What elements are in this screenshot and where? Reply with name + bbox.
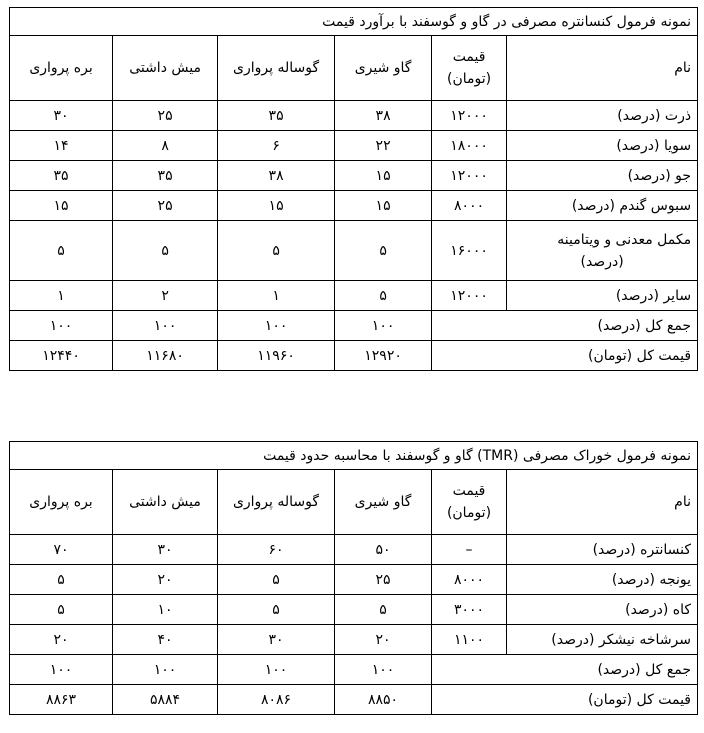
price-dairy-sheep: ۵۸۸۴ [113,685,218,715]
price-fattening-calf: ۱۱۹۶۰ [218,341,335,371]
cell-fattening-calf: ۳۵ [218,101,335,131]
row-price: ۳۰۰۰ [432,595,507,625]
row-name [507,221,698,281]
row-price: ۱۲۰۰۰ [432,101,507,131]
cell-dairy-cow: ۲۲ [335,131,432,161]
col-header-price [432,36,507,101]
row-price: – [432,535,507,565]
row-name: کاه (درصد) [507,595,698,625]
cell-fattening-calf: ۳۰ [218,625,335,655]
cell-fattening-lamb: ۷۰ [10,535,113,565]
cell-dairy-sheep: ۲۵ [113,101,218,131]
total-dairy-cow: ۱۰۰ [335,655,432,685]
price-fattening-calf: ۸۰۸۶ [218,685,335,715]
total-price-label: قیمت کل (تومان) [432,685,698,715]
row-name: سویا (درصد) [507,131,698,161]
total-price-label: قیمت کل (تومان) [432,341,698,371]
cell-fattening-calf: ۶۰ [218,535,335,565]
total-percent-row [10,655,698,685]
row-price: ۱۶۰۰۰ [432,221,507,281]
row-name: کنسانتره (درصد) [507,535,698,565]
table-row [10,625,698,655]
price-label: قیمت [452,483,486,499]
table-title: نمونه فرمول کنسانتره مصرفی در گاو و گوسفند با برآورد قیمت [10,8,698,36]
table-row [10,535,698,565]
col-header-fattening-lamb: بره پرواری [10,470,113,535]
row-price: ۸۰۰۰ [432,565,507,595]
col-header-price [432,470,507,535]
cell-dairy-sheep: ۲ [113,281,218,311]
table-row [10,101,698,131]
row-price: ۱۱۰۰ [432,625,507,655]
row-name: سایر (درصد) [507,281,698,311]
cell-dairy-cow: ۱۵ [335,191,432,221]
total-price-row [10,685,698,715]
total-percent-label: جمع کل (درصد) [432,655,698,685]
price-fattening-lamb: ۱۲۴۴۰ [10,341,113,371]
table-row [10,281,698,311]
cell-dairy-cow: ۱۵ [335,161,432,191]
cell-fattening-lamb: ۱ [10,281,113,311]
total-dairy-sheep: ۱۰۰ [113,655,218,685]
price-dairy-cow: ۱۲۹۲۰ [335,341,432,371]
cell-fattening-lamb: ۵ [10,565,113,595]
header-row [10,470,698,535]
cell-fattening-calf: ۵ [218,565,335,595]
cell-dairy-cow: ۳۸ [335,101,432,131]
table-row [10,565,698,595]
cell-dairy-sheep: ۵ [113,221,218,281]
cell-dairy-sheep: ۱۰ [113,595,218,625]
cell-fattening-calf: ۵ [218,221,335,281]
row-price: ۸۰۰۰ [432,191,507,221]
col-header-name: نام [507,36,698,101]
row-price: ۱۲۰۰۰ [432,281,507,311]
cell-fattening-lamb: ۲۰ [10,625,113,655]
cell-fattening-lamb: ۳۰ [10,101,113,131]
col-header-dairy-sheep: میش داشتی [113,36,218,101]
cell-dairy-cow: ۵ [335,595,432,625]
cell-dairy-cow: ۵ [335,221,432,281]
price-dairy-cow: ۸۸۵۰ [335,685,432,715]
table-row [10,191,698,221]
cell-fattening-lamb: ۱۴ [10,131,113,161]
row-name: ذرت (درصد) [507,101,698,131]
cell-dairy-cow: ۵۰ [335,535,432,565]
table-row [10,161,698,191]
cell-fattening-lamb: ۵ [10,595,113,625]
cell-fattening-lamb: ۳۵ [10,161,113,191]
cell-dairy-sheep: ۸ [113,131,218,161]
col-header-fattening-calf: گوساله پرواری [218,36,335,101]
cell-dairy-sheep: ۲۰ [113,565,218,595]
total-fattening-lamb: ۱۰۰ [10,655,113,685]
cell-dairy-sheep: ۴۰ [113,625,218,655]
cell-dairy-cow: ۲۵ [335,565,432,595]
price-unit: (تومان) [447,71,492,87]
cell-dairy-sheep: ۲۵ [113,191,218,221]
total-dairy-sheep: ۱۰۰ [113,311,218,341]
price-label: قیمت [452,49,486,65]
price-unit: (تومان) [446,505,492,521]
row-name: سرشاخه نیشکر (درصد) [507,625,698,655]
cell-dairy-cow: ۲۰ [335,625,432,655]
header-row [10,36,698,101]
total-percent-label: جمع کل (درصد) [432,311,698,341]
col-header-name: نام [507,470,698,535]
col-header-fattening-lamb: بره پرواری [10,36,113,101]
table-row [10,131,698,161]
row-name: یونجه (درصد) [507,565,698,595]
cell-fattening-calf: ۳۸ [218,161,335,191]
table-row [10,221,698,281]
total-fattening-calf: ۱۰۰ [218,655,335,685]
total-dairy-cow: ۱۰۰ [335,311,432,341]
price-dairy-sheep: ۱۱۶۸۰ [113,341,218,371]
tmr-formula-table [9,441,698,715]
row-name-line2: (درصد) [580,253,624,270]
table-title: نمونه فرمول خوراک مصرفی (TMR) گاو و گوسفند با محاسبه حدود قیمت [10,442,698,470]
total-percent-row [10,311,698,341]
cell-fattening-lamb: ۱۵ [10,191,113,221]
price-fattening-lamb: ۸۸۶۳ [10,685,113,715]
cell-fattening-calf: ۱۵ [218,191,335,221]
cell-fattening-calf: ۱ [218,281,335,311]
total-fattening-calf: ۱۰۰ [218,311,335,341]
row-price: ۱۸۰۰۰ [432,131,507,161]
cell-fattening-calf: ۶ [218,131,335,161]
col-header-dairy-cow: گاو شیری [335,470,432,535]
row-price: ۱۲۰۰۰ [432,161,507,191]
cell-dairy-cow: ۵ [335,281,432,311]
row-name: سبوس گندم (درصد) [507,191,698,221]
col-header-dairy-sheep: میش داشتی [113,470,218,535]
concentrate-formula-table [9,7,698,371]
row-name-line1: مکمل معدنی و ویتامینه [557,231,692,248]
cell-dairy-sheep: ۳۵ [113,161,218,191]
table-row [10,595,698,625]
cell-fattening-lamb: ۵ [10,221,113,281]
row-name: جو (درصد) [507,161,698,191]
cell-fattening-calf: ۵ [218,595,335,625]
col-header-fattening-calf: گوساله پرواری [218,470,335,535]
total-price-row [10,341,698,371]
col-header-dairy-cow: گاو شیری [335,36,432,101]
cell-dairy-sheep: ۳۰ [113,535,218,565]
total-fattening-lamb: ۱۰۰ [10,311,113,341]
